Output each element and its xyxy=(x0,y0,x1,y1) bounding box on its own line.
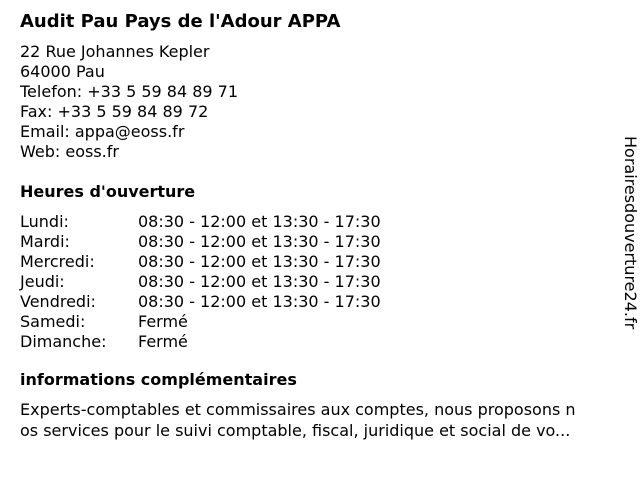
hours-time: 08:30 - 12:00 et 13:30 - 17:30 xyxy=(138,212,381,231)
brand-watermark: Horairesdouverture24.fr xyxy=(621,136,640,330)
hours-heading: Heures d'ouverture xyxy=(20,182,196,201)
hours-table xyxy=(20,212,620,352)
hours-row-thursday xyxy=(20,272,620,292)
info-text-line-1: Experts-comptables et commissaires aux comptes, nous proposons n xyxy=(20,400,576,419)
hours-time: 08:30 - 12:00 et 13:30 - 17:30 xyxy=(138,292,381,311)
web-line: Web: eoss.fr xyxy=(20,142,119,161)
hours-time: 08:30 - 12:00 et 13:30 - 17:30 xyxy=(138,232,381,251)
email-line: Email: appa@eoss.fr xyxy=(20,122,185,141)
hours-day: Lundi: xyxy=(20,212,69,231)
phone-line: Telefon: +33 5 59 84 89 71 xyxy=(20,82,239,101)
hours-time: Fermé xyxy=(138,332,188,351)
hours-day: Dimanche: xyxy=(20,332,107,351)
hours-day: Jeudi: xyxy=(20,272,65,291)
hours-row-saturday xyxy=(20,312,620,332)
info-text xyxy=(20,399,620,441)
hours-row-friday xyxy=(20,292,620,312)
info-text-line-2: os services pour le suivi comptable, fiscal, juridique et social de vo... xyxy=(20,421,571,440)
hours-day: Samedi: xyxy=(20,312,86,331)
fax-line: Fax: +33 5 59 84 89 72 xyxy=(20,102,209,121)
hours-time: 08:30 - 12:00 et 13:30 - 17:30 xyxy=(138,252,381,271)
address-street: 22 Rue Johannes Kepler xyxy=(20,42,210,61)
hours-time: Fermé xyxy=(138,312,188,331)
hours-day: Vendredi: xyxy=(20,292,96,311)
hours-row-wednesday xyxy=(20,252,620,272)
hours-time: 08:30 - 12:00 et 13:30 - 17:30 xyxy=(138,272,381,291)
hours-day: Mardi: xyxy=(20,232,70,251)
hours-row-sunday xyxy=(20,332,620,352)
hours-row-tuesday xyxy=(20,232,620,252)
info-heading: informations complémentaires xyxy=(20,370,297,389)
hours-row-monday xyxy=(20,212,620,232)
business-name: Audit Pau Pays de l'Adour APPA xyxy=(20,11,341,32)
business-card xyxy=(20,10,620,441)
address-city: 64000 Pau xyxy=(20,62,105,81)
hours-day: Mercredi: xyxy=(20,252,95,271)
